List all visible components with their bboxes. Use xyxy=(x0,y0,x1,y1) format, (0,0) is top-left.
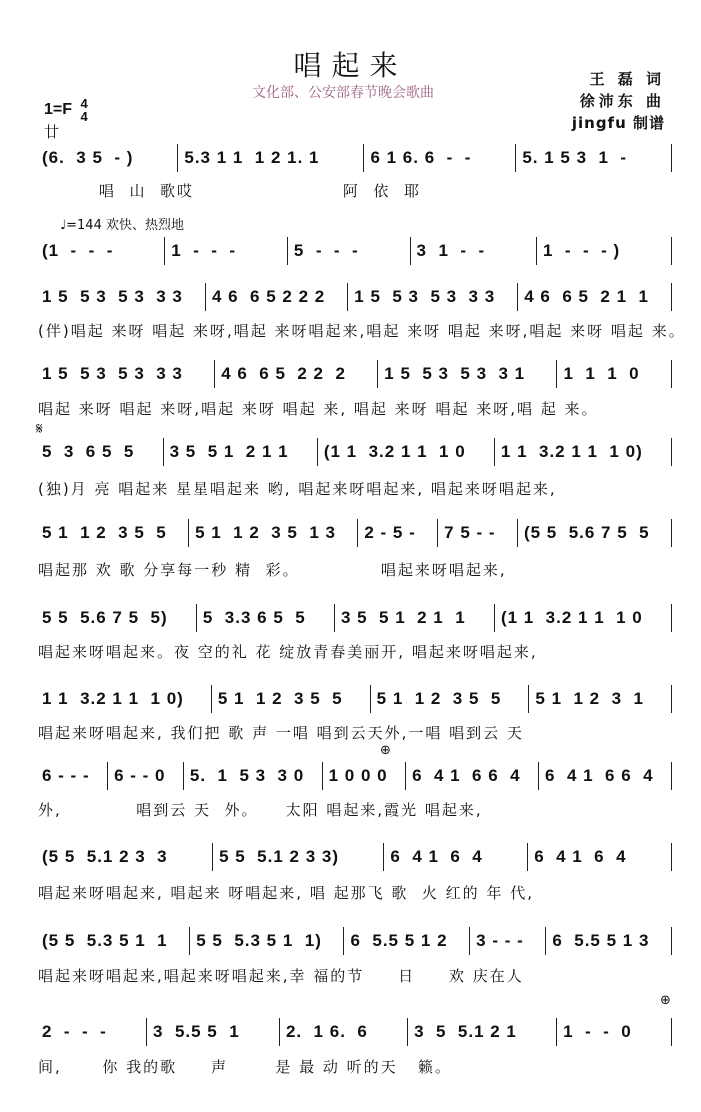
staff-line xyxy=(36,283,672,311)
measure: 1 1 1 0 xyxy=(556,360,671,388)
lyric-line: (伴)唱起 来呀 唱起 来呀,唱起 来呀唱起来,唱起 来呀 唱起 来呀,唱起 来呀 唱起 来。 xyxy=(38,322,686,340)
measure: 5. 1 5 3 3 0 xyxy=(183,762,322,790)
time-top: 4 xyxy=(80,96,88,111)
measure: 3 5 5 1 2 1 1 xyxy=(334,604,494,632)
staff-line xyxy=(36,144,672,172)
measure: 6 4 1 6 6 4 xyxy=(405,762,538,790)
measure: 5 5 5.1 2 3 3) xyxy=(212,843,383,871)
song-subtitle: 文化部、公安部春节晚会歌曲 xyxy=(252,85,434,101)
measure: 6 4 1 6 4 xyxy=(383,843,527,871)
measure: (5 5 5.6 7 5 5 xyxy=(517,519,671,547)
measure: 5 1 1 2 3 5 1 3 xyxy=(188,519,357,547)
measure: 6 5.5 5 1 2 xyxy=(343,927,469,955)
measure: 6 4 1 6 6 4 xyxy=(538,762,671,790)
measure: 5 1 1 2 3 5 5 xyxy=(370,685,529,713)
lyric-line: 唱起来呀唱起来,唱起来呀唱起来,幸 福的节 日 欢 庆在人 xyxy=(38,967,524,985)
measure: 4 6 6 5 2 2 2 xyxy=(214,360,377,388)
lyric-line: (独)月 亮 唱起来 星星唱起来 哟, 唱起来呀唱起来, 唱起来呀唱起来, xyxy=(38,480,557,498)
song-title: 唱起来 xyxy=(293,49,408,82)
lyric-line: 唱起那 欢 歌 分享每一秒 精 彩。 唱起来呀唱起来, xyxy=(38,561,507,579)
measure: 4 6 6 5 2 2 2 xyxy=(205,283,347,311)
measure: 5 5 5.6 7 5 5) xyxy=(42,608,168,627)
measure: 3 5 5.1 2 1 xyxy=(407,1018,556,1046)
measure: 6 5.5 5 1 3 xyxy=(545,927,671,955)
time-signature xyxy=(80,97,87,123)
staff-line xyxy=(36,927,672,955)
measure: 7 5 - - xyxy=(437,519,517,547)
measure: 5 - - - xyxy=(287,237,410,265)
staff-line xyxy=(36,438,672,466)
coda-icon-end: ⊕ xyxy=(660,993,671,1008)
lyric-line: 唱起 来呀 唱起 来呀,唱起 来呀 唱起 来, 唱起 来呀 唱起 来呀,唱 起 来。 xyxy=(38,400,599,418)
measure: 1 - - 0 xyxy=(556,1018,671,1046)
measure: 6 - - - xyxy=(42,766,90,785)
measure: (1 1 3.2 1 1 1 0 xyxy=(494,604,671,632)
measure: (1 - - - xyxy=(42,241,114,260)
key-signature xyxy=(44,97,88,123)
lyric-line: 唱起来呀唱起来。夜 空的礼 花 绽放青春美丽开, 唱起来呀唱起来, xyxy=(38,643,538,661)
lyric-line: 唱 山 歌哎 阿 依 耶 xyxy=(38,182,421,200)
intro-mark: 廿 xyxy=(44,123,60,141)
key-label: 1=F xyxy=(44,101,73,119)
measure: 2 - 5 - xyxy=(357,519,437,547)
lyric-line: 唱起来呀唱起来, 我们把 歌 声 一唱 唱到云天外,一唱 唱到云 天 xyxy=(38,724,524,742)
measure: 3 - - - xyxy=(469,927,545,955)
lyricist-credit: 王 磊 词 xyxy=(589,70,665,88)
staff-line xyxy=(36,685,672,713)
measure: 1 1 3.2 1 1 1 0) xyxy=(494,438,671,466)
measure: 1 5 5 3 5 3 3 1 xyxy=(377,360,556,388)
measure: 5 3.3 6 5 5 xyxy=(196,604,334,632)
time-bottom: 4 xyxy=(80,109,88,124)
measure: (5 5 5.1 2 3 3 xyxy=(42,847,168,866)
measure: 6 1 6. 6 - - xyxy=(363,144,515,172)
measure: 3 5.5 5 1 xyxy=(146,1018,279,1046)
measure: 4 6 6 5 2 1 1 xyxy=(517,283,671,311)
measure: 6 4 1 6 4 xyxy=(527,843,671,871)
staff-line xyxy=(36,360,672,388)
tempo-marking: ♩=144 欢快、热烈地 xyxy=(60,218,184,233)
measure: 5 1 1 2 3 1 xyxy=(528,685,671,713)
staff-line xyxy=(36,604,672,632)
measure: 2 - - - xyxy=(42,1022,107,1041)
measure: 1 1 3.2 1 1 1 0) xyxy=(42,689,184,708)
staff-line xyxy=(36,843,672,871)
lyric-line: 唱起来呀唱起来, 唱起来 呀唱起来, 唱 起那飞 歌 火 红的 年 代, xyxy=(38,884,534,902)
staff-line xyxy=(36,1018,672,1046)
measure: 5 5 5.3 5 1 1) xyxy=(189,927,343,955)
measure: 3 1 - - xyxy=(410,237,536,265)
segno-icon: 𝄋 xyxy=(36,419,43,438)
measure: 1 5 5 3 5 3 3 3 xyxy=(347,283,517,311)
lyric-line: 间, 你 我的歌 声 是 最 动 听的天 籁。 xyxy=(38,1058,452,1076)
staff-line xyxy=(36,519,672,547)
measure: 1 0 0 0 xyxy=(322,762,405,790)
measure: 5 3 6 5 5 xyxy=(42,442,135,461)
measure: 5 1 1 2 3 5 5 xyxy=(42,523,167,542)
composer-credit: 徐沛东 曲 xyxy=(579,92,665,110)
arranger-credit: jingfu 制谱 xyxy=(571,114,665,132)
measure: (5 5 5.3 5 1 1 xyxy=(42,931,168,950)
measure: 1 5 5 3 5 3 3 3 xyxy=(42,364,183,383)
measure: 6 - - 0 xyxy=(107,762,183,790)
staff-line xyxy=(36,762,672,790)
measure: 2. 1 6. 6 xyxy=(279,1018,407,1046)
measure: 1 - - - ) xyxy=(536,237,671,265)
measure: 1 - - - xyxy=(164,237,287,265)
measure: 5.3 1 1 1 2 1. 1 xyxy=(177,144,363,172)
coda-icon: ⊕ xyxy=(380,743,391,758)
measure: 1 5 5 3 5 3 3 3 xyxy=(42,287,183,306)
measure: 5. 1 5 3 1 - xyxy=(515,144,671,172)
measure: (6. 3 5 - ) xyxy=(42,148,134,167)
measure: (1 1 3.2 1 1 1 0 xyxy=(317,438,494,466)
lyric-line: 外, 唱到云 天 外。 太阳 唱起来,霞光 唱起来, xyxy=(38,801,483,819)
measure: 3 5 5 1 2 1 1 xyxy=(163,438,317,466)
staff-line xyxy=(36,237,672,265)
measure: 5 1 1 2 3 5 5 xyxy=(211,685,370,713)
